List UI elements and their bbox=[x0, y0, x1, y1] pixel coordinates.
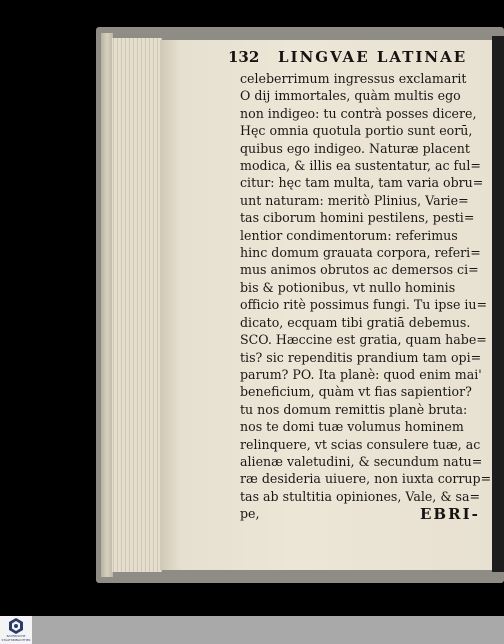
text-line: alienæ valetudini, & secundum natu= bbox=[240, 453, 483, 469]
scanner-clip bbox=[492, 36, 504, 572]
text-line: tas ciborum homini pestilens, pesti= bbox=[240, 210, 475, 226]
text-line: mus animos obrutos ac demersos ci= bbox=[240, 262, 479, 278]
text-line: relinquere, vt scias consulere tuæ, ac bbox=[240, 436, 481, 452]
text-line: hinc domum grauata corpora, referi= bbox=[240, 245, 481, 261]
text-line: beneficium, quàm vt fias sapientior? bbox=[240, 384, 472, 400]
text-line: officio ritè possimus fungi. Tu ipse iu= bbox=[240, 297, 488, 313]
page-block-edges bbox=[112, 38, 162, 572]
text-line: unt naturam: meritò Plinius, Varie= bbox=[240, 192, 469, 208]
text-line: lentior condimentorum: referimus bbox=[240, 227, 458, 243]
text-line: Hęc omnia quotula portio sunt eorū, bbox=[240, 123, 473, 139]
library-logo[interactable] bbox=[0, 616, 32, 644]
crest-icon bbox=[9, 618, 23, 634]
text-line: nos te domi tuæ volumus hominem bbox=[240, 419, 464, 435]
text-line: O dij immortales, quàm multis ego bbox=[240, 88, 461, 104]
text-line: modica, & illis ea sustentatur, ac ful= bbox=[240, 158, 481, 174]
body-text bbox=[240, 70, 490, 523]
text-line: pe, bbox=[240, 506, 260, 522]
footer-bar bbox=[0, 616, 504, 644]
catchword: EBRI- bbox=[420, 505, 480, 523]
text-line: tis? sic rependitis prandium tam opi= bbox=[240, 349, 482, 365]
text-line: SCO. Hæccine est gratia, quam habe= bbox=[240, 332, 487, 348]
page-number: 132 bbox=[228, 48, 260, 66]
text-line: citur: hęc tam multa, tam varia obru= bbox=[240, 175, 484, 191]
text-line: quibus ego indigeo. Naturæ placent bbox=[240, 140, 470, 156]
text-line: dicato, ecquam tibi gratiā debemus. bbox=[240, 314, 471, 330]
text-line: tas ab stultitia opiniones, Vale, & sa= bbox=[240, 488, 481, 504]
page-header bbox=[228, 46, 488, 68]
text-line: non indigeo: tu contrà posses dicere, bbox=[240, 105, 477, 121]
text-line: ræ desideria uiuere, non iuxta corrup= bbox=[240, 471, 492, 487]
text-line: parum? PO. Ita planè: quod enim mai' bbox=[240, 366, 482, 382]
text-line: bis & potionibus, vt nullo hominis bbox=[240, 279, 456, 295]
text-line: celeberrimum ingressus exclamarit bbox=[240, 71, 467, 86]
running-head: LINGVAE LATINAE bbox=[278, 48, 468, 66]
text-line: tu nos domum remittis planè bruta: bbox=[240, 401, 468, 417]
logo-text: BAYERISCHE STAATSBIBLIOTHEK bbox=[1, 634, 31, 642]
